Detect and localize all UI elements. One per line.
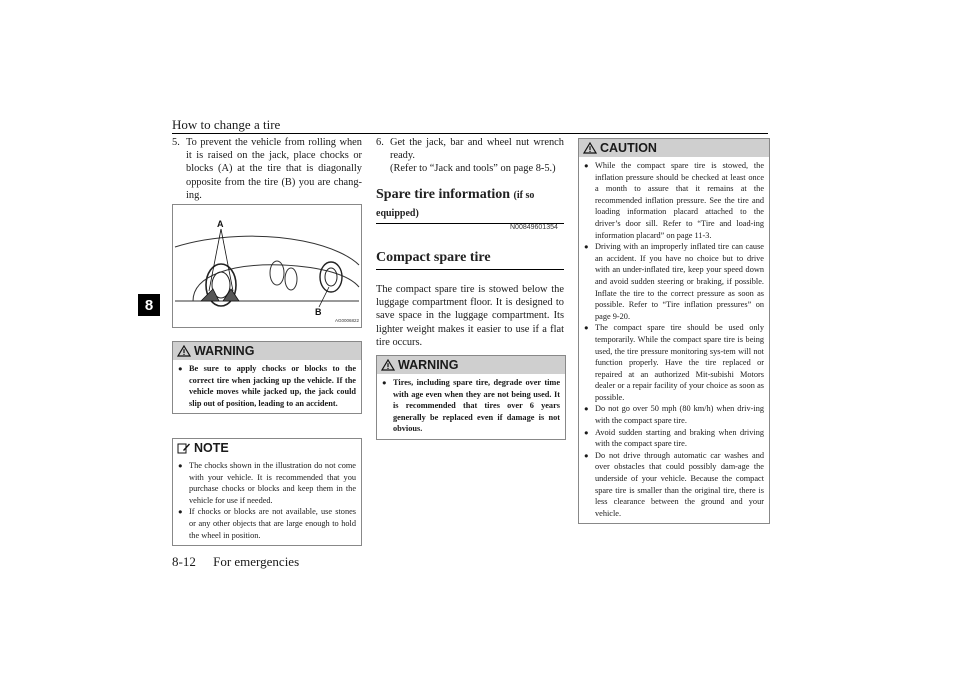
warning-triangle-icon bbox=[583, 142, 597, 154]
note-item: ● The chocks shown in the illustration do not come with your vehicle. It is recommended that you purchase chocks or blocks and keep them in the vehicle for use if needed. bbox=[178, 460, 356, 506]
warning-header bbox=[173, 342, 361, 360]
note-box bbox=[172, 438, 362, 546]
caution-item: ● Do not drive through automatic car washes and over obstacles that could possibly dam-age the underside of your vehicle. Because the compact spare tire is smaller than the original tire, there is less clearance between the ground and your vehicle. bbox=[584, 450, 764, 520]
warning-list bbox=[377, 374, 565, 439]
step-5 bbox=[172, 136, 362, 202]
spare-tire-section-heading bbox=[376, 186, 564, 222]
note-item: ● If chocks or blocks are not available, use stones or any other objects that are large enough to hold the wheel in position. bbox=[178, 506, 356, 541]
chapter-tab: 8 bbox=[138, 294, 160, 316]
section-suffix: (if so equipped) bbox=[376, 190, 535, 219]
page-number: 8-12 bbox=[172, 554, 196, 569]
subsection-title: Compact spare tire bbox=[376, 250, 491, 265]
note-header bbox=[173, 439, 361, 457]
label-a: A bbox=[217, 219, 224, 229]
step-6 bbox=[376, 136, 564, 176]
step-number: 5. bbox=[172, 137, 180, 148]
section-code: N00849601354 bbox=[510, 224, 558, 231]
compact-spare-body bbox=[376, 283, 564, 349]
chock-illustration bbox=[172, 204, 362, 328]
illustration-code: AG0006822 bbox=[335, 318, 360, 323]
step-text: To prevent the vehicle from rolling when it is raised on the jack, place chocks or blocks (A) at the tire that is diagonally opposite from the tire (B) you are chang-ing. bbox=[186, 137, 362, 201]
footer-section: For emergencies bbox=[213, 554, 300, 569]
caution-list bbox=[579, 157, 769, 523]
warning-title: WARNING bbox=[398, 358, 459, 372]
warning-box-tire-age bbox=[376, 355, 566, 440]
warning-item: ● Tires, including spare tire, degrade over time with age even when they are not being used. It is recommended that tires over 6 years generally be replaced even if damage is not obvious. bbox=[382, 377, 560, 435]
step-number: 6. bbox=[376, 137, 384, 148]
warning-header bbox=[377, 356, 565, 374]
page-header-title: How to change a tire bbox=[172, 117, 281, 132]
page-footer bbox=[172, 554, 313, 570]
caution-item: ● Driving with an improperly inflated tire can cause an accident. If you have no choice but to drive with an under-inflated tire, keep your speed down and avoid sudden steering or braking, if possible. Inflate the tire to the correct pressure as soon as possible. Refer to “Tire inflation pressures” on page 9-20. bbox=[584, 241, 764, 322]
warning-list bbox=[173, 360, 361, 413]
note-title: NOTE bbox=[194, 441, 229, 455]
warning-box-chocks bbox=[172, 341, 362, 414]
warning-item: ● Be sure to apply chocks or blocks to the correct tire when jacking up the vehicle. If the vehicle moves while jacked up, the jack could slip out of position, leading to an accident. bbox=[178, 363, 356, 409]
header-rule bbox=[172, 133, 768, 134]
caution-header bbox=[579, 139, 769, 157]
caution-item: ● Avoid sudden starting and braking when driving with the compact spare tire. bbox=[584, 427, 764, 450]
note-pencil-icon bbox=[177, 442, 191, 454]
note-list bbox=[173, 457, 361, 545]
warning-triangle-icon bbox=[381, 359, 395, 371]
subsection-rule bbox=[376, 269, 564, 270]
label-b: B bbox=[315, 307, 322, 317]
caution-title: CAUTION bbox=[600, 141, 657, 155]
step-text: Get the jack, bar and wheel nut wrench ready. bbox=[390, 137, 564, 162]
caution-box bbox=[578, 138, 770, 524]
caution-item: ● Do not go over 50 mph (80 km/h) when driv-ing with the compact spare tire. bbox=[584, 403, 764, 426]
section-title: Spare tire information bbox=[376, 187, 511, 202]
caution-item: ● The compact spare tire should be used only temporarily. While the compact spare tire is being used, the tire pressure monitoring sys-tem will not function properly. Have the tire replaced or repaired at an authorized Mit-subishi Motors dealer or a repair facility of your choice as soon as possible. bbox=[584, 322, 764, 403]
caution-item: ● While the compact spare tire is stowed, the inflation pressure should be checked at least once a month to assure that it remains at the recommended inflation pressure. See the tire and loading information placard attached to the driver’s door sill. Refer to “Tire and load-ing information placard” on page 11-3. bbox=[584, 160, 764, 241]
warning-triangle-icon bbox=[177, 345, 191, 357]
step-reference: (Refer to “Jack and tools” on page 8-5.) bbox=[390, 163, 556, 175]
body-text: The compact spare tire is stowed below the luggage compartment floor. It is designed to save space in the luggage compartment. Its lighter weight makes it easier to use if a flat tire occurs. bbox=[376, 284, 564, 348]
vehicle-chock-drawing bbox=[173, 205, 361, 327]
warning-title: WARNING bbox=[194, 344, 255, 358]
